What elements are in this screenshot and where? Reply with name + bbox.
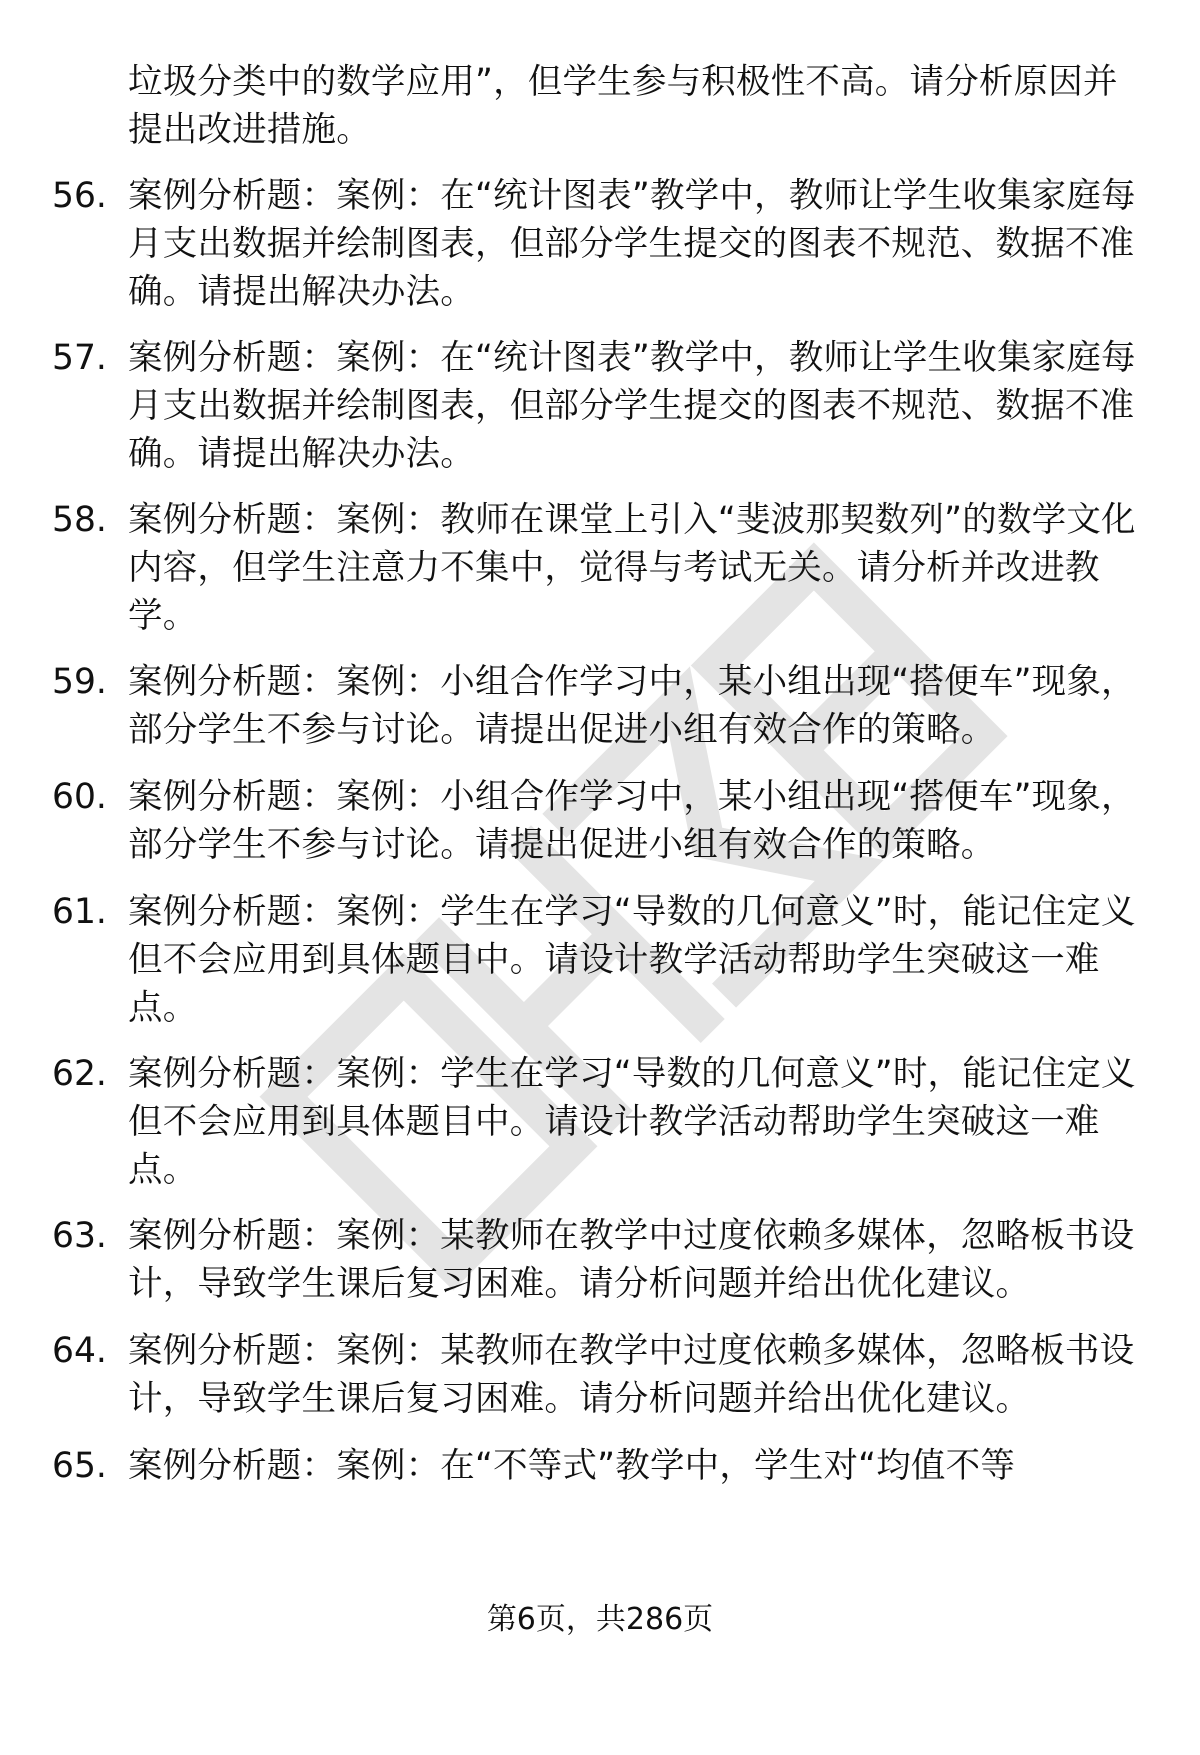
- question-text: 案例分析题：案例：教师在课堂上引入“斐波那契数列”的数学文化内容，但学生注意力不集中，觉得与考试无关。请分析并改进教学。: [128, 500, 1136, 636]
- question-text: 案例分析题：案例：某教师在教学中过度依赖多媒体，忽略板书设计，导致学生课后复习困难。请分析问题并给出优化建议。: [128, 1331, 1135, 1419]
- question-text: 案例分析题：案例：某教师在教学中过度依赖多媒体，忽略板书设计，导致学生课后复习困难。请分析问题并给出优化建议。: [128, 1216, 1135, 1304]
- question-number: 56.: [52, 176, 107, 216]
- question-text: 案例分析题：案例：学生在学习“导数的几何意义”时，能记住定义但不会应用到具体题目中。请设计教学活动帮助学生突破这一难点。: [128, 1054, 1136, 1190]
- page-number-footer: 第6页，共286页: [486, 1602, 714, 1637]
- question-continuation-text: 垃圾分类中的数学应用”，但学生参与积极性不高。请分析原因并提出改进措施。: [128, 62, 1118, 150]
- question-number: 62.: [52, 1054, 107, 1094]
- question-text: 案例分析题：案例：在“统计图表”教学中，教师让学生收集家庭每月支出数据并绘制图表，但部分学生提交的图表不规范、数据不准确。请提出解决办法。: [128, 338, 1136, 474]
- question-number: 57.: [52, 338, 107, 378]
- question-number: 65.: [52, 1446, 107, 1486]
- question-text: 案例分析题：案例：小组合作学习中，某小组出现“搭便车”现象，部分学生不参与讨论。请提出促进小组有效合作的策略。: [128, 777, 1136, 865]
- question-number: 63.: [52, 1216, 107, 1256]
- question-text: 案例分析题：案例：在“统计图表”教学中，教师让学生收集家庭每月支出数据并绘制图表，但部分学生提交的图表不规范、数据不准确。请提出解决办法。: [128, 176, 1136, 312]
- question-text: 案例分析题：案例：学生在学习“导数的几何意义”时，能记住定义但不会应用到具体题目中。请设计教学活动帮助学生突破这一难点。: [128, 892, 1136, 1028]
- question-number: 61.: [52, 892, 107, 932]
- question-number: 58.: [52, 500, 107, 540]
- question-number: 60.: [52, 777, 107, 817]
- question-text: 案例分析题：案例：小组合作学习中，某小组出现“搭便车”现象，部分学生不参与讨论。请提出促进小组有效合作的策略。: [128, 662, 1136, 750]
- question-number: 59.: [52, 662, 107, 702]
- question-number: 64.: [52, 1331, 107, 1371]
- question-text: 案例分析题：案例：在“不等式”教学中，学生对“均值不等: [128, 1446, 1016, 1486]
